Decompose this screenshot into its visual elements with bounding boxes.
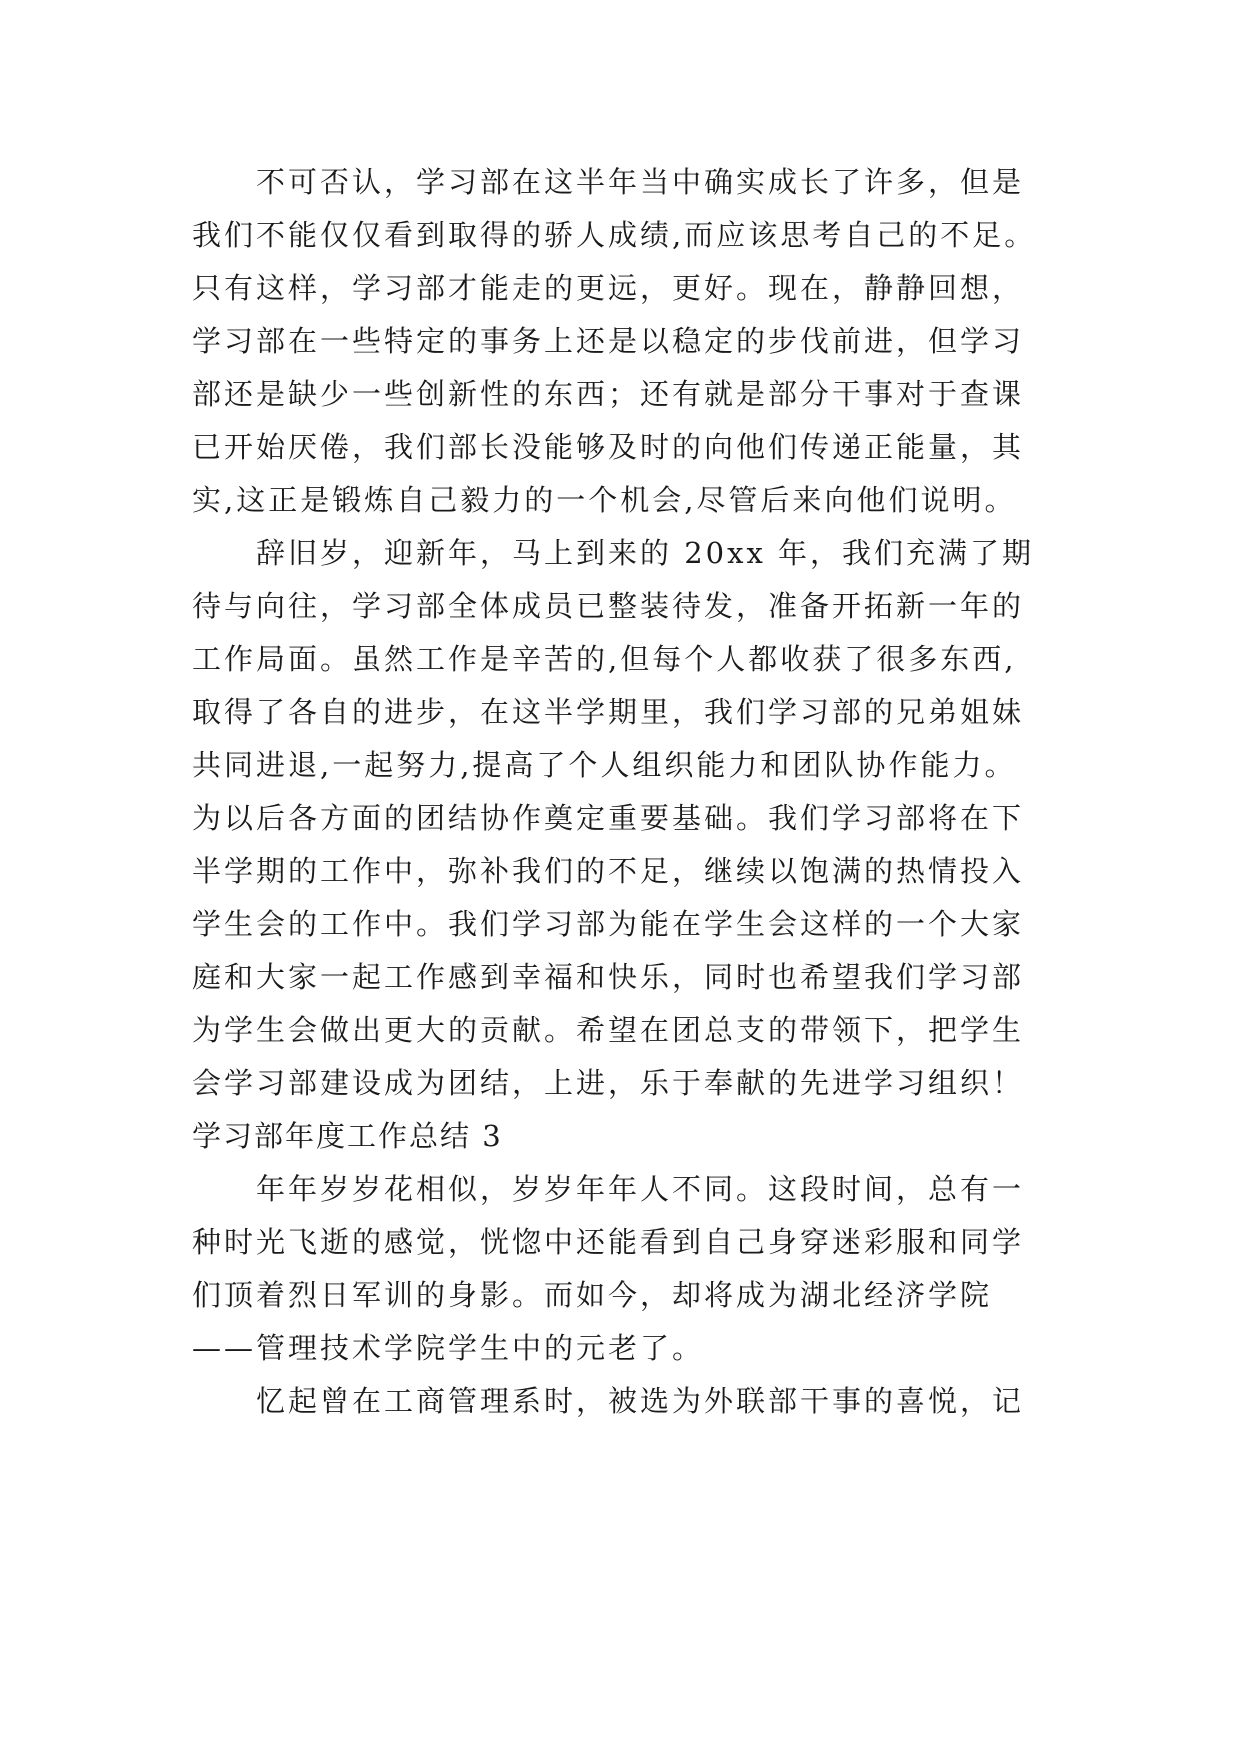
text-line: 学生会的工作中。我们学习部为能在学生会这样的一个大家 [192, 907, 1025, 941]
text-line: 庭和大家一起工作感到幸福和快乐，同时也希望我们学习部 [192, 960, 1025, 994]
text-line: 年年岁岁花相似，岁岁年年人不同。这段时间，总有一 [256, 1172, 1025, 1206]
text-line: 半学期的工作中，弥补我们的不足，继续以饱满的热情投入 [192, 854, 1025, 888]
section-heading: 学习部年度工作总结 3 [192, 1119, 503, 1153]
text-line: ——管理技术学院学生中的元老了。 [192, 1331, 705, 1365]
document-body [192, 156, 1052, 1428]
text-line: 为学生会做出更大的贡献。希望在团总支的带领下，把学生 [192, 1013, 1025, 1047]
text-line: 学习部在一些特定的事务上还是以稳定的步伐前进，但学习 [192, 324, 1025, 358]
text-line: 部还是缺少一些创新性的东西；还有就是部分干事对于查课 [192, 377, 1025, 411]
text-line: 只有这样，学习部才能走的更远，更好。现在，静静回想， [192, 271, 1025, 305]
text-line: 工作局面。虽然工作是辛苦的,但每个人都收获了很多东西, [192, 642, 1017, 676]
text-line: 实,这正是锻炼自己毅力的一个机会,尽管后来向他们说明。 [192, 483, 1017, 517]
text-line: 取得了各自的进步，在这半学期里，我们学习部的兄弟姐妹 [192, 695, 1025, 729]
text-line: 我们不能仅仅看到取得的骄人成绩,而应该思考自己的不足。 [192, 218, 1037, 252]
text-line: 会学习部建设成为团结，上进，乐于奉献的先进学习组织！ [192, 1066, 1025, 1100]
text-line: 辞旧岁，迎新年，马上到来的 20xx 年，我们充满了期 [256, 536, 1035, 570]
text-line: 们顶着烈日军训的身影。而如今，却将成为湖北经济学院 [192, 1278, 993, 1312]
text-line: 为以后各方面的团结协作奠定重要基础。我们学习部将在下 [192, 801, 1025, 835]
text-line: 种时光飞逝的感觉，恍惚中还能看到自己身穿迷彩服和同学 [192, 1225, 1025, 1259]
text-line: 忆起曾在工商管理系时，被选为外联部干事的喜悦，记 [256, 1384, 1025, 1418]
text-line: 共同进退,一起努力,提高了个人组织能力和团队协作能力。 [192, 748, 1017, 782]
text-line: 待与向往，学习部全体成员已整装待发，准备开拓新一年的 [192, 589, 1025, 623]
text-line: 已开始厌倦，我们部长没能够及时的向他们传递正能量，其 [192, 430, 1025, 464]
text-line: 不可否认，学习部在这半年当中确实成长了许多，但是 [256, 165, 1025, 199]
